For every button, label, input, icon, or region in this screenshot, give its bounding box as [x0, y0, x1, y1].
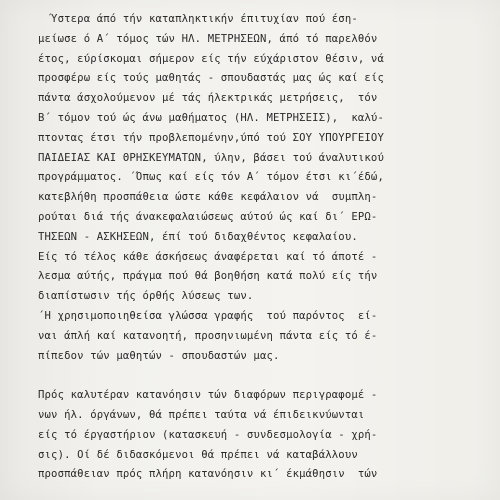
text-line: πάντα άσχολούμενον μέ τάς ήλεκτρικάς μετρήσεις, τόν	[38, 92, 378, 105]
text-line: πτοντας έτσι τήν προβλεπομένην,ύπό τού ΣΟΥ ΥΠΟΥΡΓΕΙΟΥ	[38, 131, 384, 144]
text-line: Είς τό τέλος κάθε άσκήσεως άναφέρεται καί τό άποτέ -	[38, 250, 378, 263]
text-line: ΠΑΙΔΕΙΑΣ ΚΑΙ ΘΡΗΣΚΕΥΜΑΤΩΝ, ύλην, βάσει τού άναλυτικού	[38, 151, 384, 164]
text-line: ρούται διά τής άνακεφαλαιώσεως αύτού ώς καί δι΄ ΕΡΩ-	[38, 210, 378, 223]
text-line: Β΄ τόμον τού ώς άνω μαθήματος (ΗΛ. ΜΕΤΡΗΣΕΙΣ), καλύ-	[38, 111, 384, 124]
paragraph-gap	[38, 366, 496, 386]
text-line: διαπίστωσιν τής όρθής λύσεως των.	[38, 290, 254, 303]
text-line: σις). Οί δέ διδασκόμενοι θά πρέπει νά καταβάλλουν	[38, 448, 358, 461]
text-line: πίπεδον τών μαθητών - σπουδαστών μας.	[38, 349, 280, 362]
text-line: είς τό έργαστήριον (κατασκευή - συνδεσμολογία - χρή-	[38, 428, 378, 441]
text-line: νων ήλ. όργάνων, θά πρέπει ταύτα νά έπιδεικνύωνται	[38, 408, 365, 421]
text-line: ναι άπλή καί κατανοητή, προσηνιωμένη πάντα είς τό έ-	[38, 329, 378, 342]
text-line: ΄Η χρησιμοποιηθείσα γλώσσα γραφής τού παρόντος εί-	[38, 309, 378, 322]
text-line: έτος, εύρίσκομαι σήμερον είς τήν εύχάριστον θέσιν, νά	[38, 52, 384, 65]
text-line: λεσμα αύτής, πράγμα πού θά βοηθήση κατά πολύ είς τήν	[38, 270, 378, 283]
text-line: μείωσε ό Α΄ τόμος τών ΗΛ. ΜΕΤΡΗΣΕΩΝ, άπό τό παρελθόν	[38, 32, 378, 45]
text-line: Ύστερα άπό τήν καταπληκτικήν έπιτυχίαν πού έση-	[38, 13, 358, 25]
text-line: προσπάθειαν πρός πλήρη κατανόησιν κι΄ έκμάθησιν τών	[38, 468, 378, 481]
text-line: κατεβλήθη προσπάθεια ώστε κάθε κεφάλαιον νά συμπλη-	[38, 191, 378, 204]
paragraph-lab	[38, 386, 496, 485]
text-line: ΤΗΣΕΩΝ - ΑΣΚΗΣΕΩΝ, έπί τού διδαχθέντος κεφαλαίου.	[38, 230, 358, 243]
paragraph-intro	[38, 10, 496, 366]
text-line: προσφέρω είς τούς μαθητάς - σπουδαστάς μας ώς καί είς	[38, 72, 384, 85]
typewritten-text	[38, 10, 496, 485]
text-line: Πρός καλυτέραν κατανόησιν τών διαφόρων περιγραφομέ -	[38, 389, 378, 402]
text-line: προγράμματος. ΄Όπως καί είς τόν Α΄ τόμον έτσι κι΄έδώ,	[38, 171, 384, 184]
